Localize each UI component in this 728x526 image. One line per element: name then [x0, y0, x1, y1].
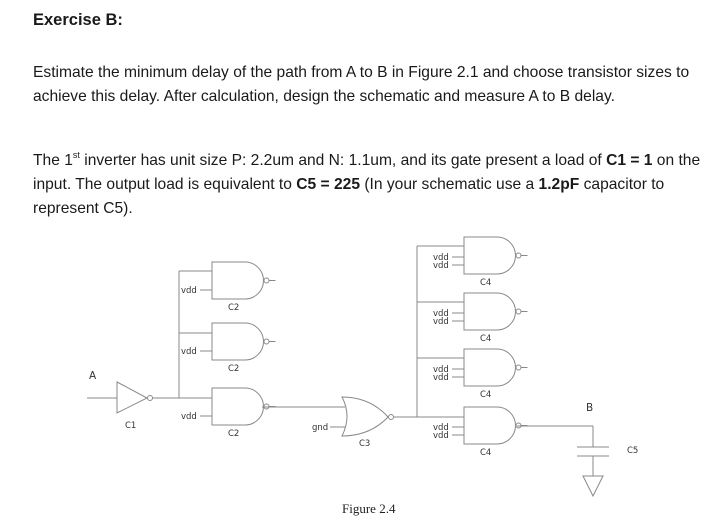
figure-caption: Figure 2.4 — [342, 501, 396, 516]
inverter-c1 — [117, 382, 153, 413]
nand2-gate-c2-2-label: C2 — [228, 364, 240, 374]
vdd-label: vdd — [181, 412, 197, 422]
text: on the input. The output load is equivalent to — [33, 152, 701, 193]
vdd-label: vdd — [433, 261, 449, 271]
text: inverter has unit size P: 2.2um and N: 1.1um, and its gate present a load of — [79, 152, 607, 169]
instructions-paragraph: Estimate the minimum delay of the path from A to B in Figure 2.1 and choose transistor sizes to achieve this delay. After calculation, design the schematic and measure A to B delay. — [33, 64, 690, 105]
nand3-gate-c4-2 — [433, 293, 528, 344]
nand3-gate-c4-4 — [433, 407, 528, 458]
gnd-label: gnd — [312, 423, 329, 433]
nand3-gate-c4-3-label: C4 — [480, 390, 492, 400]
vdd-label: vdd — [433, 365, 449, 375]
nand2-gate-c2-3 — [181, 388, 276, 439]
text: capacitor to represent C5). — [33, 176, 665, 217]
c1-value: C1 = 1 — [606, 152, 653, 169]
superscript: st — [72, 150, 80, 160]
nor-gate-c3 — [342, 397, 394, 436]
output-label-b: B — [586, 402, 594, 414]
nand3-gate-c4-4-label: C4 — [480, 448, 492, 458]
capacitor-value: 1.2pF — [538, 176, 580, 193]
exercise-title: Exercise B: — [33, 11, 123, 29]
vdd-label: vdd — [181, 347, 197, 357]
text: The 1 — [33, 152, 73, 169]
nand3-gate-c4-2-label: C4 — [480, 334, 492, 344]
inverter-label: C1 — [125, 421, 137, 431]
vdd-label: vdd — [433, 423, 449, 433]
nand3-gate-c4-1 — [433, 237, 528, 288]
nand2-gate-c2-3-label: C2 — [228, 429, 240, 439]
nand2-gate-c2-1 — [181, 262, 276, 313]
text: (In your schematic use a — [360, 176, 539, 193]
nand2-gate-c2-1-label: C2 — [228, 303, 240, 313]
nand3-gate-c4-3 — [433, 349, 528, 400]
vdd-label: vdd — [433, 309, 449, 319]
vdd-label: vdd — [433, 317, 449, 327]
nand2-gate-c2-2 — [181, 323, 276, 374]
nor-label: C3 — [359, 439, 371, 449]
vdd-label: vdd — [433, 373, 449, 383]
load-capacitor-c5 — [577, 447, 609, 496]
c5-value: C5 = 225 — [296, 176, 360, 193]
vdd-label: vdd — [181, 286, 197, 296]
input-label-a: A — [89, 370, 97, 382]
vdd-label: vdd — [433, 431, 449, 441]
nand3-gate-c4-1-label: C4 — [480, 278, 492, 288]
ground-icon — [583, 476, 603, 496]
load-label: C5 — [627, 446, 639, 456]
vdd-label: vdd — [433, 253, 449, 263]
